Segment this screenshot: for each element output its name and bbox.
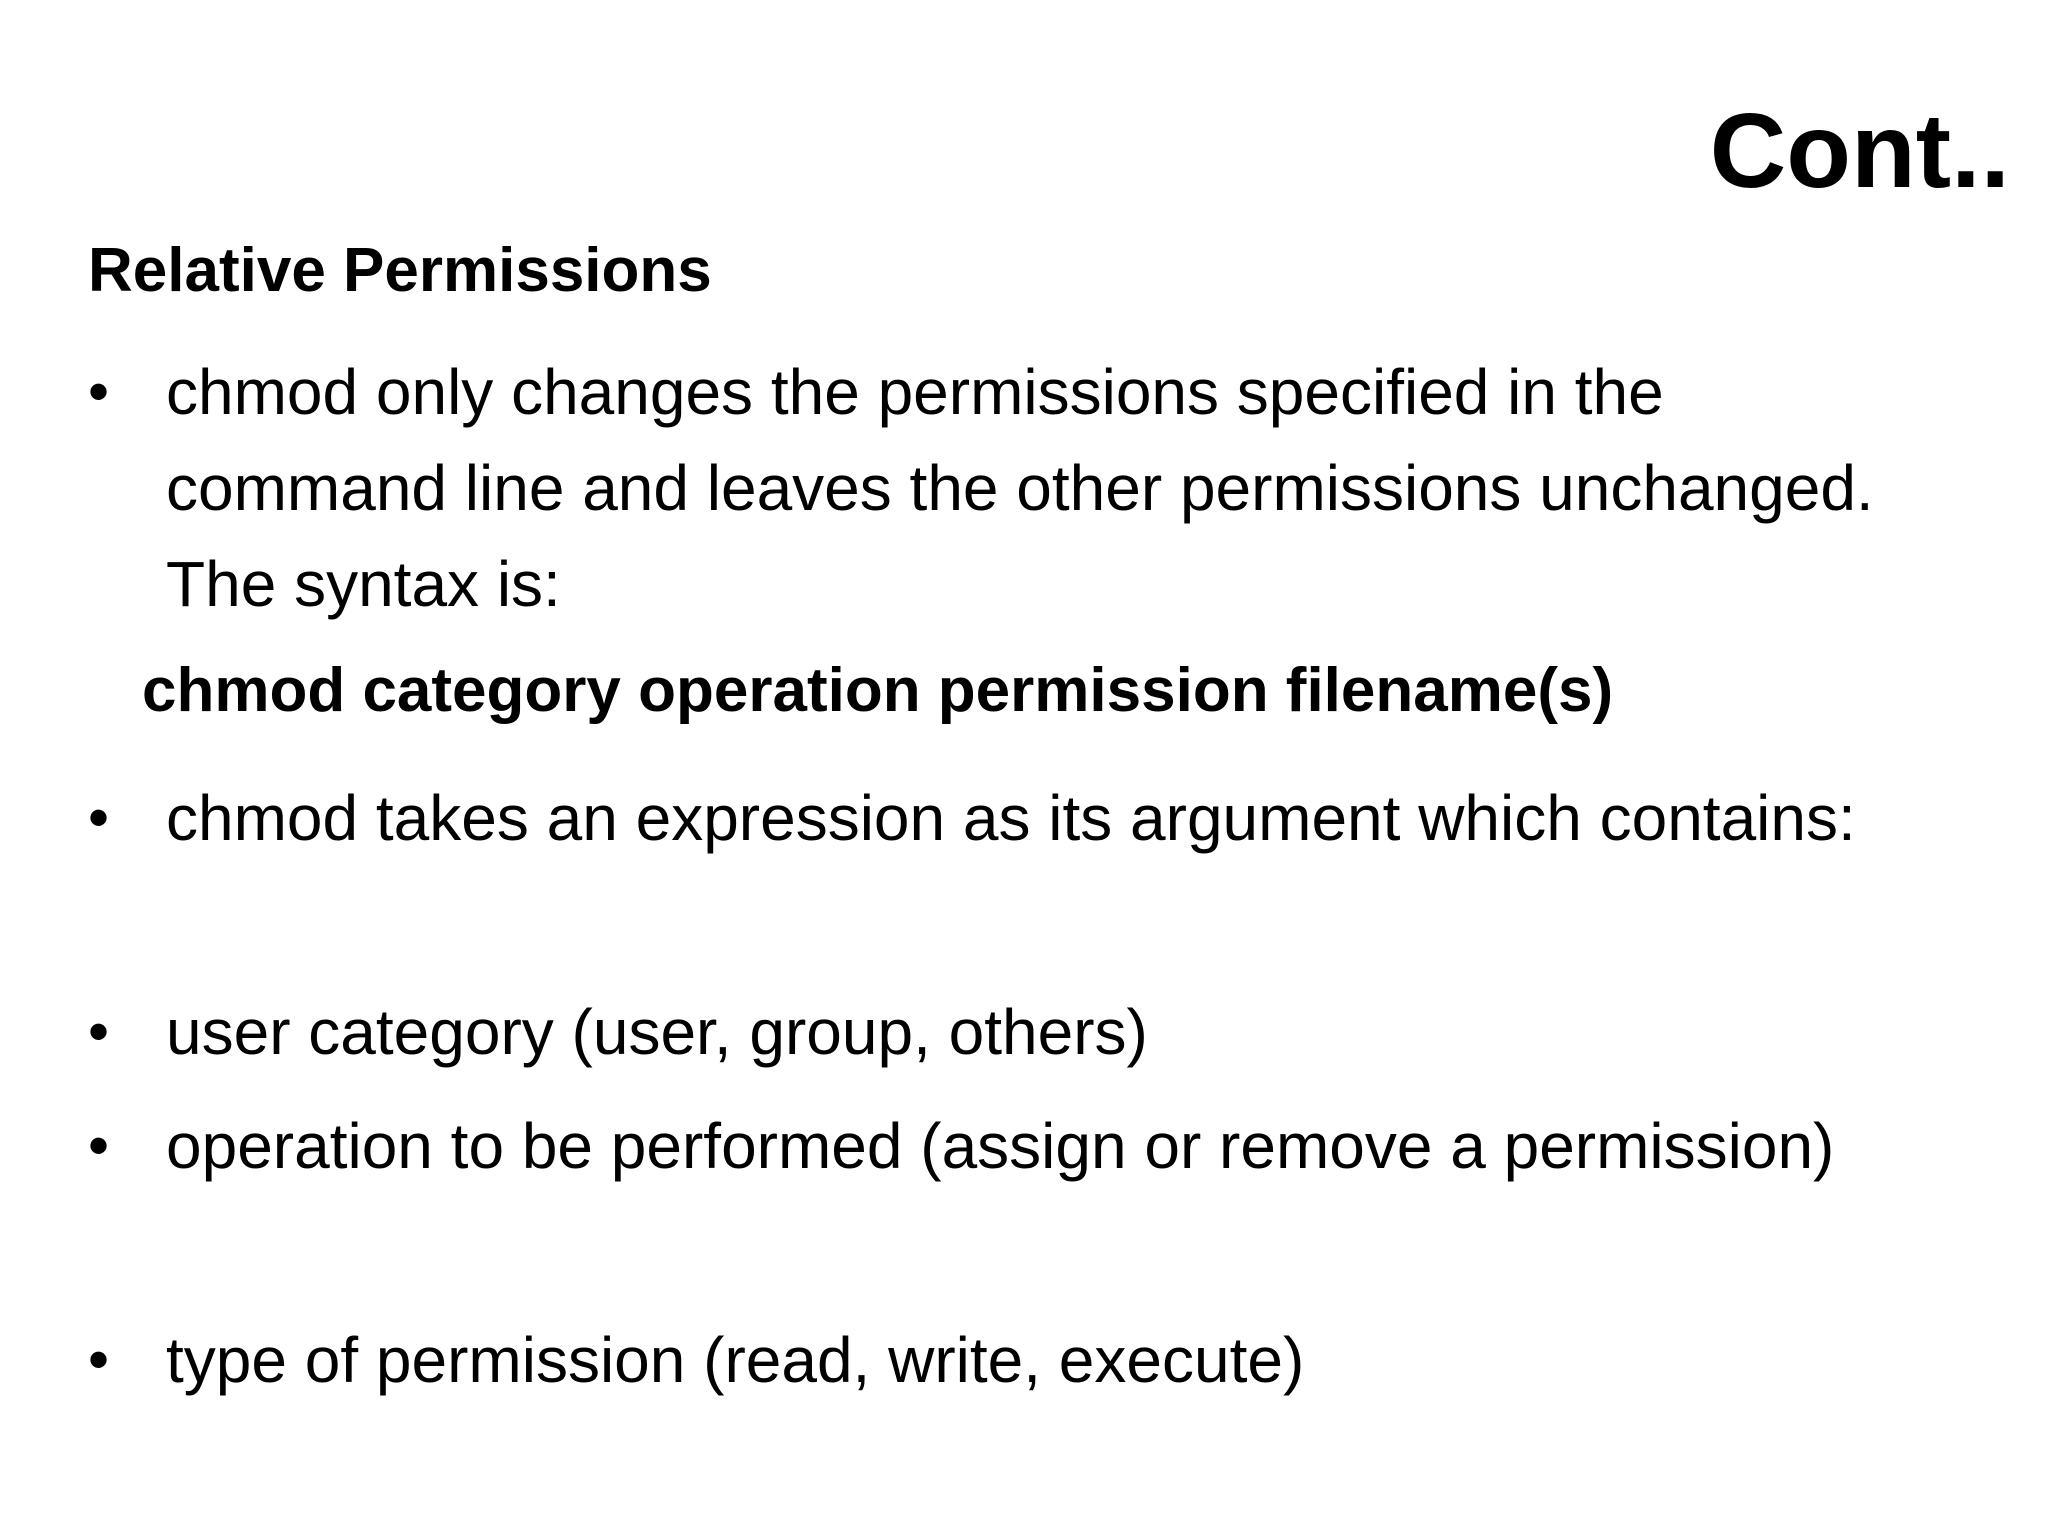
bullet-text: chmod takes an expression as its argument which contains: bbox=[166, 782, 1856, 854]
bullet-item-1 bbox=[88, 344, 1948, 632]
bullet-glyph: • bbox=[88, 358, 110, 425]
bullet-text: user category (user, group, others) bbox=[166, 996, 1148, 1068]
bullet-text: chmod only changes the permissions specified in the command line and leaves the other permissions unchanged. The syntax is: bbox=[166, 356, 1874, 620]
slide-title: Cont.. bbox=[1709, 92, 2010, 210]
bullet-glyph: • bbox=[88, 1112, 110, 1179]
bullet-item-2 bbox=[88, 770, 1888, 866]
bullet-item-3 bbox=[88, 984, 1988, 1080]
bullet-text: operation to be performed (assign or remove a permission) bbox=[166, 1110, 1835, 1182]
bullet-text: type of permission (read, write, execute) bbox=[166, 1324, 1305, 1396]
bullet-item-4 bbox=[88, 1098, 1848, 1194]
bullet-glyph: • bbox=[88, 1326, 110, 1393]
syntax-line: chmod category operation permission filename(s) bbox=[142, 656, 1614, 725]
bullet-glyph: • bbox=[88, 784, 110, 851]
bullet-glyph: • bbox=[88, 998, 110, 1065]
bullet-item-5 bbox=[88, 1312, 1988, 1408]
section-heading: Relative Permissions bbox=[88, 236, 712, 305]
